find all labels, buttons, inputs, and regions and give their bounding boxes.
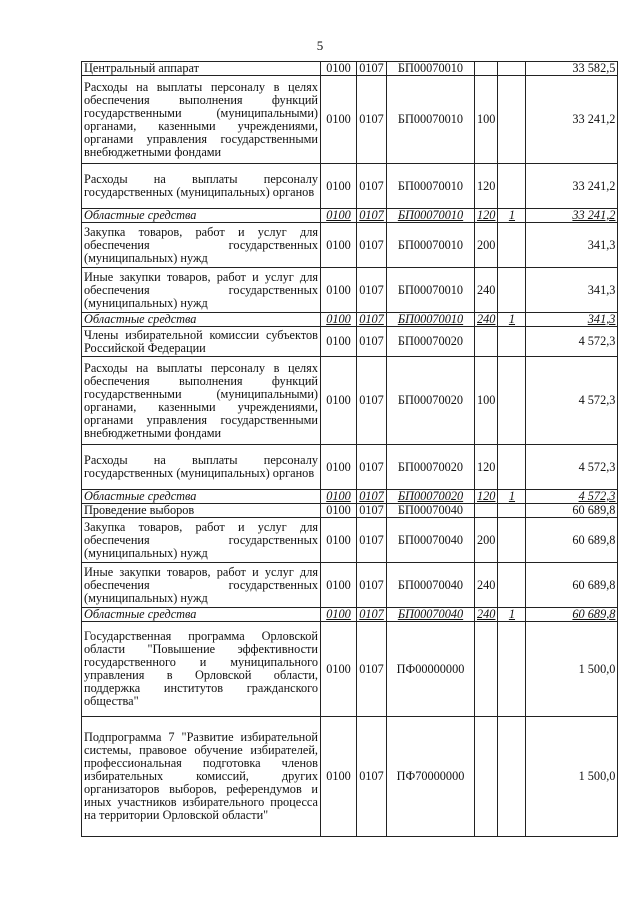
article-code-cell: БП00070010 <box>387 209 475 223</box>
row-name-cell: Члены избирательной комиссии субъектов Российской Федерации <box>82 327 321 357</box>
row-name-cell: Областные средства <box>82 608 321 622</box>
amount-cell: 1 500,0 <box>526 717 618 837</box>
row-name-cell: Центральный аппарат <box>82 62 321 76</box>
table-row <box>82 268 618 313</box>
funding-source-cell <box>498 717 526 837</box>
row-name-cell: Подпрограмма 7 "Развитие избирательной системы, правовое обучение избирателей, профессиональная подготовка членов избирательных комиссий, других организаторов выборов, референдумов и иных участников избирательного процесса на территории Орловской области" <box>82 717 321 837</box>
section-code-cell: 0100 <box>321 313 357 327</box>
subsection-code-cell: 0107 <box>357 62 387 76</box>
expense-type-cell: 240 <box>475 608 498 622</box>
amount-cell: 33 241,2 <box>526 209 618 223</box>
subsection-code-cell: 0107 <box>357 518 387 563</box>
row-name-cell: Областные средства <box>82 209 321 223</box>
section-code-cell: 0100 <box>321 518 357 563</box>
article-code-cell: БП00070040 <box>387 518 475 563</box>
section-code-cell: 0100 <box>321 268 357 313</box>
table-row <box>82 608 618 622</box>
table-row <box>82 490 618 504</box>
table-row <box>82 76 618 164</box>
budget-table-body <box>82 62 618 837</box>
row-name-cell: Иные закупки товаров, работ и услуг для обеспечения государственных (муниципальных) нужд <box>82 563 321 608</box>
amount-cell: 341,3 <box>526 268 618 313</box>
amount-cell: 1 500,0 <box>526 622 618 717</box>
article-code-cell: БП00070040 <box>387 608 475 622</box>
section-code-cell: 0100 <box>321 327 357 357</box>
expense-type-cell: 120 <box>475 209 498 223</box>
subsection-code-cell: 0107 <box>357 563 387 608</box>
expense-type-cell: 240 <box>475 313 498 327</box>
expense-type-cell: 120 <box>475 490 498 504</box>
expense-type-cell: 200 <box>475 223 498 268</box>
expense-type-cell: 200 <box>475 518 498 563</box>
article-code-cell: ПФ70000000 <box>387 717 475 837</box>
section-code-cell: 0100 <box>321 445 357 490</box>
funding-source-cell <box>498 518 526 563</box>
table-row <box>82 563 618 608</box>
table-row <box>82 717 618 837</box>
subsection-code-cell: 0107 <box>357 608 387 622</box>
table-row <box>82 445 618 490</box>
subsection-code-cell: 0107 <box>357 164 387 209</box>
amount-cell: 60 689,8 <box>526 563 618 608</box>
section-code-cell: 0100 <box>321 209 357 223</box>
expense-type-cell <box>475 717 498 837</box>
row-name-cell: Расходы на выплаты персоналу в целях обеспечения выполнения функций государственными (муниципальными) органами, казенными учреждениями, органами управления государственными внебюджетными фондами <box>82 76 321 164</box>
subsection-code-cell: 0107 <box>357 223 387 268</box>
table-row <box>82 504 618 518</box>
subsection-code-cell: 0107 <box>357 313 387 327</box>
funding-source-cell <box>498 268 526 313</box>
amount-cell: 60 689,8 <box>526 518 618 563</box>
table-row <box>82 357 618 445</box>
section-code-cell: 0100 <box>321 357 357 445</box>
row-name-cell: Иные закупки товаров, работ и услуг для обеспечения государственных (муниципальных) нужд <box>82 268 321 313</box>
amount-cell: 33 582,5 <box>526 62 618 76</box>
expense-type-cell <box>475 622 498 717</box>
expense-type-cell: 100 <box>475 76 498 164</box>
expense-type-cell <box>475 504 498 518</box>
table-row <box>82 622 618 717</box>
amount-cell: 4 572,3 <box>526 357 618 445</box>
section-code-cell: 0100 <box>321 622 357 717</box>
section-code-cell: 0100 <box>321 223 357 268</box>
section-code-cell: 0100 <box>321 504 357 518</box>
subsection-code-cell: 0107 <box>357 622 387 717</box>
funding-source-cell <box>498 223 526 268</box>
subsection-code-cell: 0107 <box>357 504 387 518</box>
subsection-code-cell: 0107 <box>357 209 387 223</box>
section-code-cell: 0100 <box>321 608 357 622</box>
article-code-cell: БП00070010 <box>387 76 475 164</box>
article-code-cell: БП00070020 <box>387 445 475 490</box>
expense-type-cell: 120 <box>475 164 498 209</box>
expense-type-cell <box>475 62 498 76</box>
subsection-code-cell: 0107 <box>357 268 387 313</box>
row-name-cell: Областные средства <box>82 313 321 327</box>
row-name-cell: Расходы на выплаты персоналу государственных (муниципальных) органов <box>82 164 321 209</box>
article-code-cell: БП00070010 <box>387 313 475 327</box>
row-name-cell: Проведение выборов <box>82 504 321 518</box>
funding-source-cell <box>498 563 526 608</box>
funding-source-cell: 1 <box>498 608 526 622</box>
table-row <box>82 518 618 563</box>
section-code-cell: 0100 <box>321 490 357 504</box>
amount-cell: 341,3 <box>526 223 618 268</box>
funding-source-cell <box>498 62 526 76</box>
subsection-code-cell: 0107 <box>357 717 387 837</box>
section-code-cell: 0100 <box>321 76 357 164</box>
funding-source-cell <box>498 445 526 490</box>
article-code-cell: ПФ00000000 <box>387 622 475 717</box>
article-code-cell: БП00070040 <box>387 563 475 608</box>
funding-source-cell <box>498 76 526 164</box>
article-code-cell: БП00070020 <box>387 357 475 445</box>
amount-cell: 33 241,2 <box>526 164 618 209</box>
funding-source-cell <box>498 357 526 445</box>
table-row <box>82 62 618 76</box>
expense-type-cell: 240 <box>475 268 498 313</box>
expense-type-cell: 100 <box>475 357 498 445</box>
row-name-cell: Государственная программа Орловской области "Повышение эффективности государственного и муниципального управления в Орловской области, поддержка институтов гражданского общества" <box>82 622 321 717</box>
amount-cell: 60 689,8 <box>526 608 618 622</box>
row-name-cell: Закупка товаров, работ и услуг для обеспечения государственных (муниципальных) нужд <box>82 223 321 268</box>
funding-source-cell <box>498 327 526 357</box>
funding-source-cell: 1 <box>498 490 526 504</box>
funding-source-cell <box>498 164 526 209</box>
article-code-cell: БП00070020 <box>387 490 475 504</box>
article-code-cell: БП00070010 <box>387 62 475 76</box>
amount-cell: 33 241,2 <box>526 76 618 164</box>
row-name-cell: Областные средства <box>82 490 321 504</box>
subsection-code-cell: 0107 <box>357 76 387 164</box>
table-row <box>82 209 618 223</box>
funding-source-cell <box>498 622 526 717</box>
row-name-cell: Закупка товаров, работ и услуг для обеспечения государственных (муниципальных) нужд <box>82 518 321 563</box>
expense-type-cell: 120 <box>475 445 498 490</box>
amount-cell: 4 572,3 <box>526 445 618 490</box>
section-code-cell: 0100 <box>321 62 357 76</box>
table-row <box>82 223 618 268</box>
funding-source-cell: 1 <box>498 313 526 327</box>
section-code-cell: 0100 <box>321 164 357 209</box>
row-name-cell: Расходы на выплаты персоналу в целях обеспечения выполнения функций государственными (муниципальными) органами, казенными учреждениями, органами управления государственными внебюджетными фондами <box>82 357 321 445</box>
article-code-cell: БП00070010 <box>387 223 475 268</box>
article-code-cell: БП00070040 <box>387 504 475 518</box>
page-number: 5 <box>316 38 324 53</box>
article-code-cell: БП00070010 <box>387 164 475 209</box>
section-code-cell: 0100 <box>321 563 357 608</box>
funding-source-cell: 1 <box>498 209 526 223</box>
subsection-code-cell: 0107 <box>357 490 387 504</box>
funding-source-cell <box>498 504 526 518</box>
amount-cell: 341,3 <box>526 313 618 327</box>
subsection-code-cell: 0107 <box>357 327 387 357</box>
amount-cell: 4 572,3 <box>526 327 618 357</box>
subsection-code-cell: 0107 <box>357 357 387 445</box>
article-code-cell: БП00070010 <box>387 268 475 313</box>
expense-type-cell: 240 <box>475 563 498 608</box>
table-row <box>82 164 618 209</box>
section-code-cell: 0100 <box>321 717 357 837</box>
expense-type-cell <box>475 327 498 357</box>
subsection-code-cell: 0107 <box>357 445 387 490</box>
article-code-cell: БП00070020 <box>387 327 475 357</box>
amount-cell: 60 689,8 <box>526 504 618 518</box>
amount-cell: 4 572,3 <box>526 490 618 504</box>
row-name-cell: Расходы на выплаты персоналу государственных (муниципальных) органов <box>82 445 321 490</box>
budget-table <box>81 61 618 837</box>
table-row <box>82 327 618 357</box>
table-row <box>82 313 618 327</box>
